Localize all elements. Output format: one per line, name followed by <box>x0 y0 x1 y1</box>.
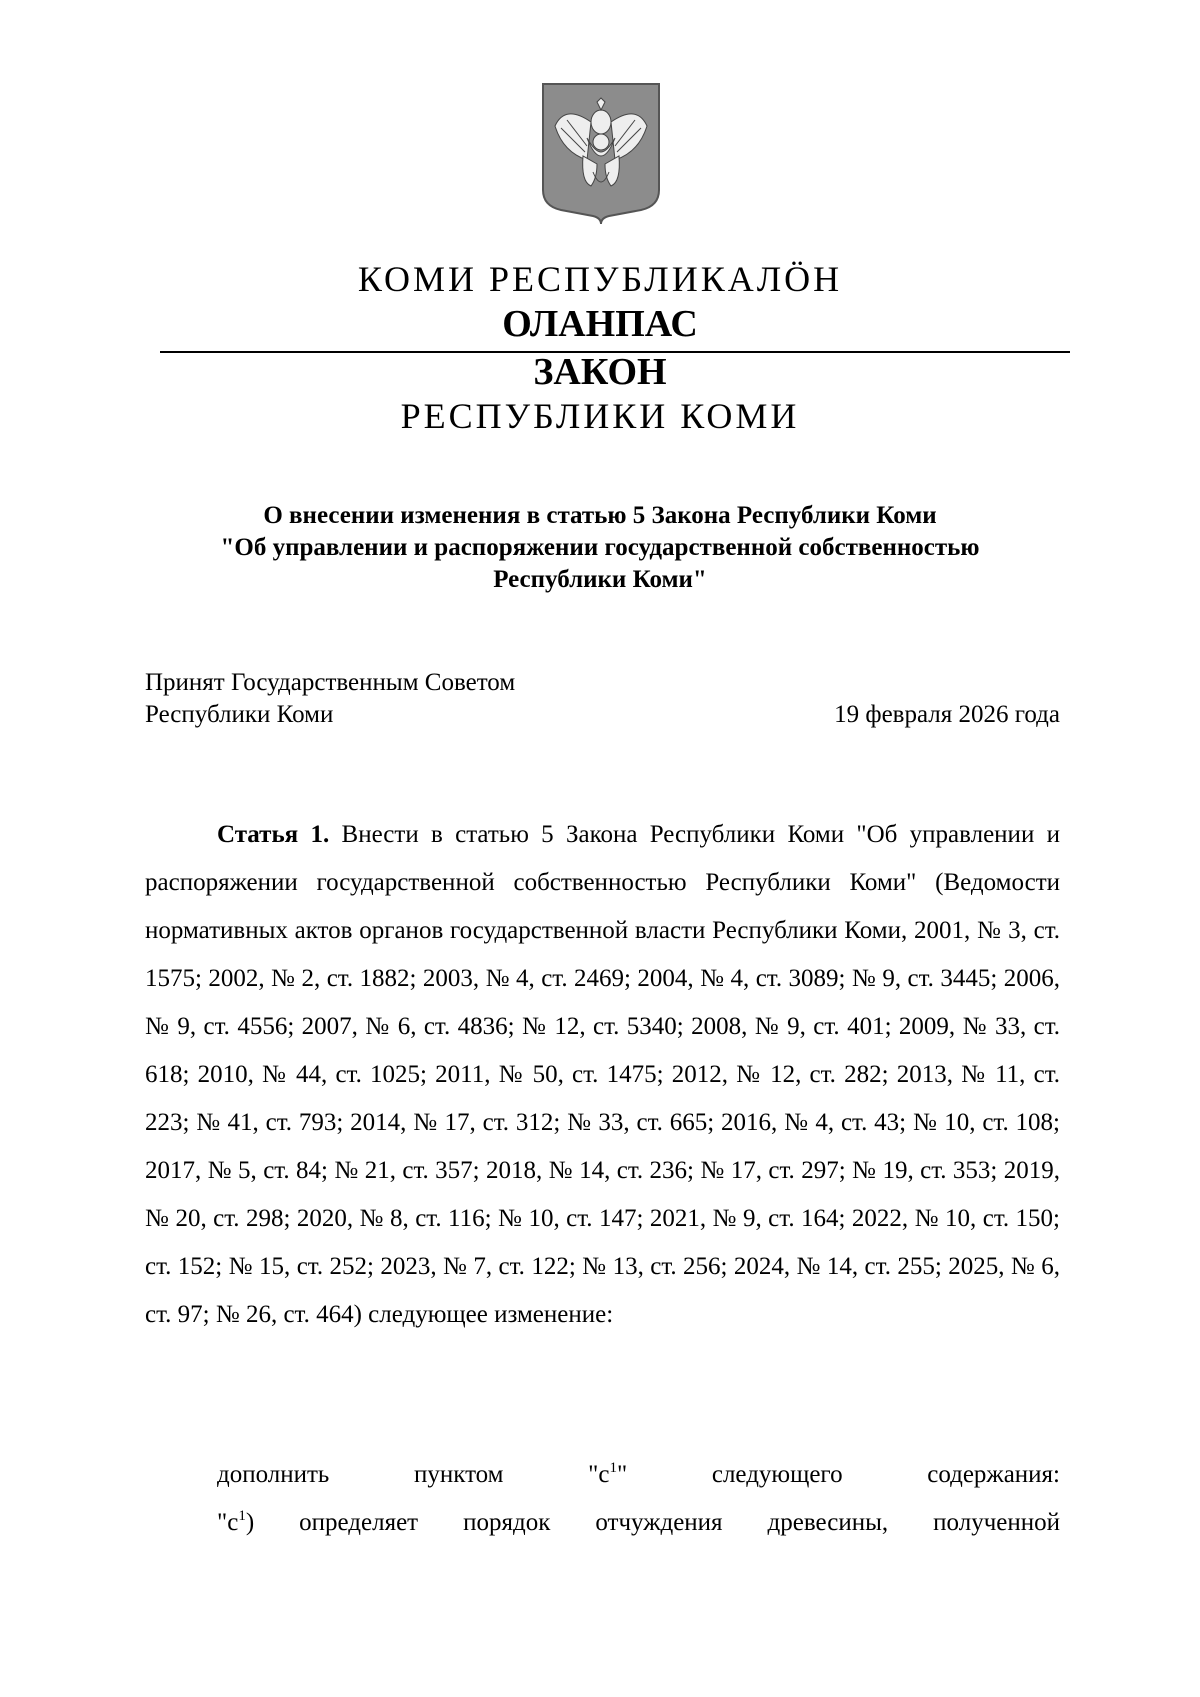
amendment-intro-tail: " следующего содержания: <box>616 1461 1060 1488</box>
amendment-item <box>145 1499 1060 1547</box>
adoption-line-2: Республики Коми <box>145 701 334 728</box>
article-1 <box>145 811 1060 1339</box>
law-title <box>140 500 1060 596</box>
law-title-line-1: О внесении изменения в статью 5 Закона Республики Коми <box>263 502 937 529</box>
article-1-text: Внести в статью 5 Закона Республики Коми "Об управлении и распоряжении государственной собственностью Республики Коми" (Ведомости нормативных актов органов государственной власти Республики Коми, 2001, № 3, ст. 1575; 2002, № 2, ст. 1882; 2003, № 4, ст. 2469; 2004, № 4, ст. 3089; № 9, ст. 3445; 2006, № 9, ст. 4556; 2007, № 6, ст. 4836; № 12, ст. 5340; 2008, № 9, ст. 401; 2009, № 33, ст. 618; 2010, № 44, ст. 1025; 2011, № 50, ст. 1475; 2012, № 12, ст. 282; 2013, № 11, ст. 223; № 41, ст. 793; 2014, № 17, ст. 312; № 33, ст. 665; 2016, № 4, ст. 43; № 10, ст. 108; 2017, № 5, ст. 84; № 21, ст. 357; 2018, № 14, ст. 236; № 17, ст. 297; № 19, ст. 353; 2019, № 20, ст. 298; 2020, № 8, ст. 116; № 10, ст. 147; 2021, № 9, ст. 164; 2022, № 10, ст. 150; ст. 152; № 15, ст. 252; 2023, № 7, ст. 122; № 13, ст. 256; 2024, № 14, ст. 255; 2025, № 6, ст. 97; № 26, ст. 464) следующее изменение: <box>145 821 1060 1328</box>
amendment-intro-text: дополнить пунктом "с <box>217 1461 610 1488</box>
komi-law-heading: ОЛАНПАС <box>502 303 698 345</box>
amendment-intro <box>145 1451 1060 1499</box>
article-1-heading: Статья 1. <box>217 821 330 848</box>
amendment-item-text: ) определяет порядок отчуждения древесины, полученной <box>245 1509 1060 1536</box>
law-heading: ЗАКОН <box>533 351 667 393</box>
republic-heading: РЕСПУБЛИКИ КОМИ <box>400 396 800 436</box>
superscript: 1 <box>238 1508 246 1524</box>
law-title-line-3: Республики Коми" <box>493 566 707 593</box>
adoption-line-1: Принят Государственным Советом <box>145 669 516 696</box>
coat-of-arms-icon <box>541 82 661 224</box>
article-1-paragraph <box>145 811 1060 1339</box>
komi-republic-heading: КОМИ РЕСПУБЛИКАЛÖН <box>357 259 843 299</box>
amendment-item-marker: "с <box>217 1509 239 1536</box>
adoption-date: 19 февраля 2026 года <box>834 701 1060 728</box>
superscript: 1 <box>609 1460 617 1476</box>
adoption-statement <box>145 667 515 731</box>
law-title-line-2: "Об управлении и распоряжении государственной собственностью <box>220 534 980 561</box>
